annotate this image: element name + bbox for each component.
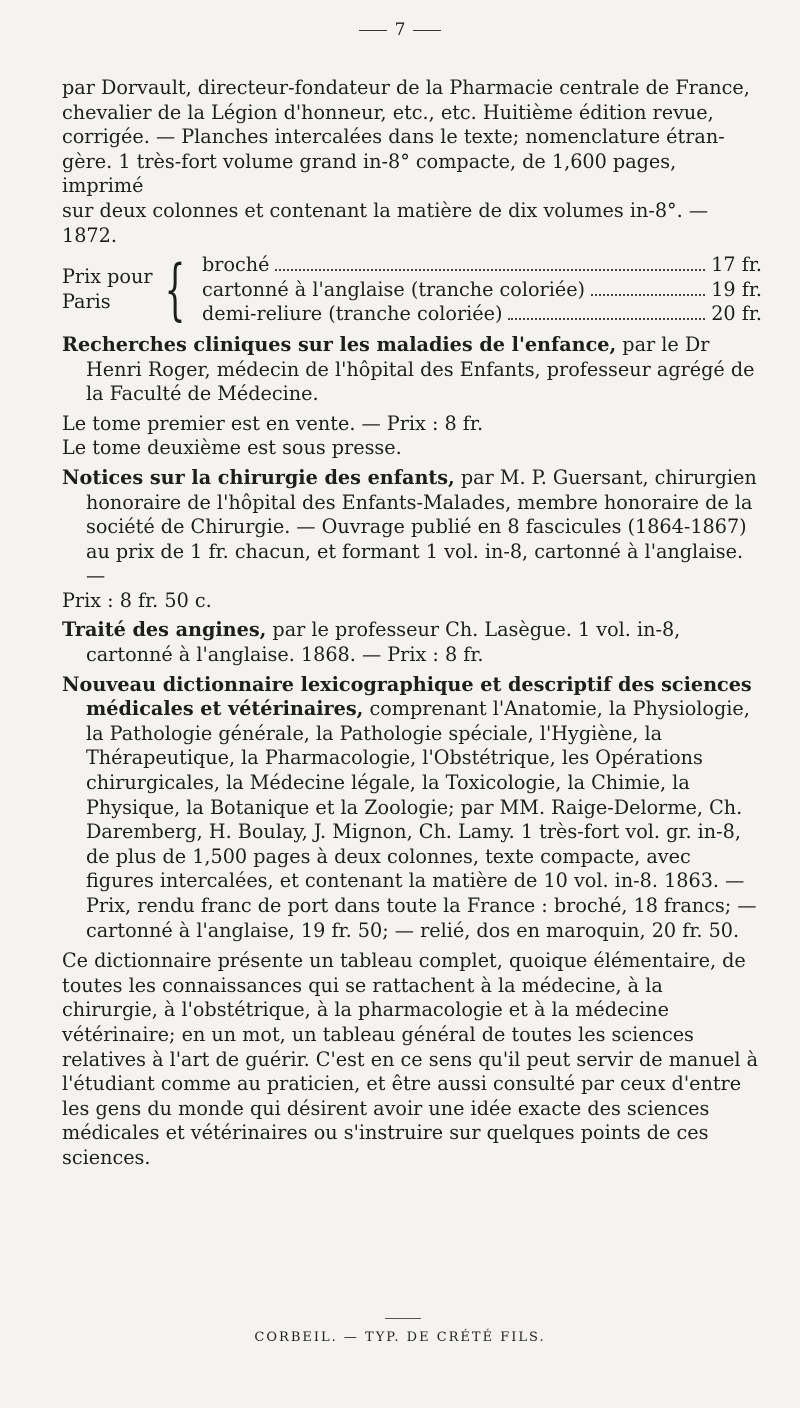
entry-continuation	[62, 76, 762, 248]
price-table	[62, 253, 762, 327]
printer-imprint: CORBEIL. — TYP. DE CRÉTÉ FILS.	[254, 1330, 546, 1345]
price-row	[202, 278, 762, 303]
entry-body: par le professeur Ch. Lasègue. 1 vol. in-8, cartonné à l'anglaise. 1868. — Prix : 8 fr.	[86, 618, 681, 667]
entry-title: Notices sur la chirurgie des enfants,	[62, 465, 455, 489]
price-table-label: Prix pour Paris {	[62, 251, 186, 329]
leader-dots	[591, 294, 705, 296]
page-text	[62, 76, 762, 1176]
price-row-value: 19 fr.	[711, 277, 762, 301]
entry-body: comprenant l'Anatomie, la Physiologie, la Pathologie générale, la Pathologie spéciale, l'Hygiène, la Thérapeutique, la Pharmacologie, l'Obstétrique, les Opérations chirurgicales, la Médecine légale, la Toxicologie, la Chimie, la Physique, la Botanique et la Zoologie; par MM. Raige-Delorme, Ch. Daremberg, H. Boulay, J. Mignon, Ch. Lamy. 1 très-fort vol. gr. in-8, de plus de 1,500 pages à deux colonnes, texte compacte, avec figures intercalées, et contenant la matière de 10 vol. in-8. 1863. — Prix, rendu franc de port dans toute la France : broché, 18 francs; — cartonné à l'anglaise, 19 fr. 50; — relié, dos en maroquin, 20 fr. 50.	[86, 697, 757, 942]
entry-title: Traité des angines,	[62, 618, 267, 642]
price-row-label: broché	[202, 253, 270, 277]
folio-dash-left	[359, 30, 387, 31]
footer-rule	[385, 1318, 421, 1319]
entry-note: Le tome deuxième est sous presse.	[62, 436, 402, 460]
entry-note: Le tome premier est en vente. — Prix : 8 fr.	[62, 411, 484, 435]
leader-dots	[508, 318, 705, 320]
entry-traite-angines	[62, 618, 762, 667]
entry1-line: corrigée. — Planches intercalées dans le texte; nomenclature étran-	[62, 125, 725, 149]
entry1-line: par Dorvault, directeur-fondateur de la Pharmacie centrale de France,	[62, 76, 750, 99]
price-row-value: 17 fr.	[711, 253, 762, 277]
entry1-line: chevalier de la Légion d'honneur, etc., etc. Huitième édition revue,	[62, 100, 714, 124]
entry-chirurgie-enfants	[62, 466, 762, 614]
entry-body: par M. P. Guersant, chirurgien honoraire de l'hôpital des Enfants-Malades, membre honoraire de la société de Chirurgie. — Ouvrage publié en 8 fascicules (1864-1867) au prix de 1 fr. chacun, et formant 1 vol. in-8, cartonné à l'anglaise. —	[86, 465, 757, 588]
entry-title: Recherches cliniques sur les maladies de l'enfance,	[62, 332, 617, 356]
price-row-label: cartonné à l'anglaise (tranche coloriée)	[202, 277, 586, 301]
price-row	[202, 253, 762, 278]
entry-price: Prix : 8 fr. 50 c.	[62, 588, 212, 612]
entry1-line: gère. 1 très-fort volume grand in-8° compacte, de 1,600 pages, imprimé	[62, 149, 677, 198]
entry-body: par le Dr Henri Roger, médecin de l'hôpital des Enfants, professeur agrégé de la Faculté de Médecine.	[86, 332, 755, 406]
brace-mark: {	[164, 251, 186, 329]
entry-title: Nouveau dictionnaire lexicographique et descriptif des sciences médicales et vétérinaires,	[62, 672, 752, 721]
price-rows	[202, 253, 762, 327]
leader-dots	[275, 269, 705, 271]
page-number	[0, 20, 800, 40]
description-paragraph: Ce dictionnaire présente un tableau complet, quoique élémentaire, de toutes les connaissances qui se rattachent à la médecine, à la chirurgie, à l'obstétrique, à la pharmacologie et à la médecine vétérinaire; en un mot, un tableau général de toutes les sciences relatives à l'art de guérir. C'est en ce sens qu'il peut servir de manuel à l'étudiant comme au praticien, et être aussi consulté par ceux d'entre les gens du monde qui désirent avoir une idée exacte des sciences médicales et vétérinaires ou s'instruire sur quelques points de ces sciences.	[62, 949, 759, 1169]
folio-number: 7	[394, 20, 406, 40]
entry1-line: sur deux colonnes et contenant la matière de dix volumes in-8°. — 1872.	[62, 198, 709, 247]
price-row-label: demi-reliure (tranche coloriée)	[202, 302, 503, 326]
price-row	[202, 302, 762, 327]
entry-notes	[62, 412, 762, 461]
folio-dash-right	[413, 30, 441, 31]
entry-nouveau-dictionnaire	[62, 673, 762, 944]
price-row-value: 20 fr.	[711, 302, 762, 326]
entry-recherches-cliniques	[62, 333, 762, 407]
